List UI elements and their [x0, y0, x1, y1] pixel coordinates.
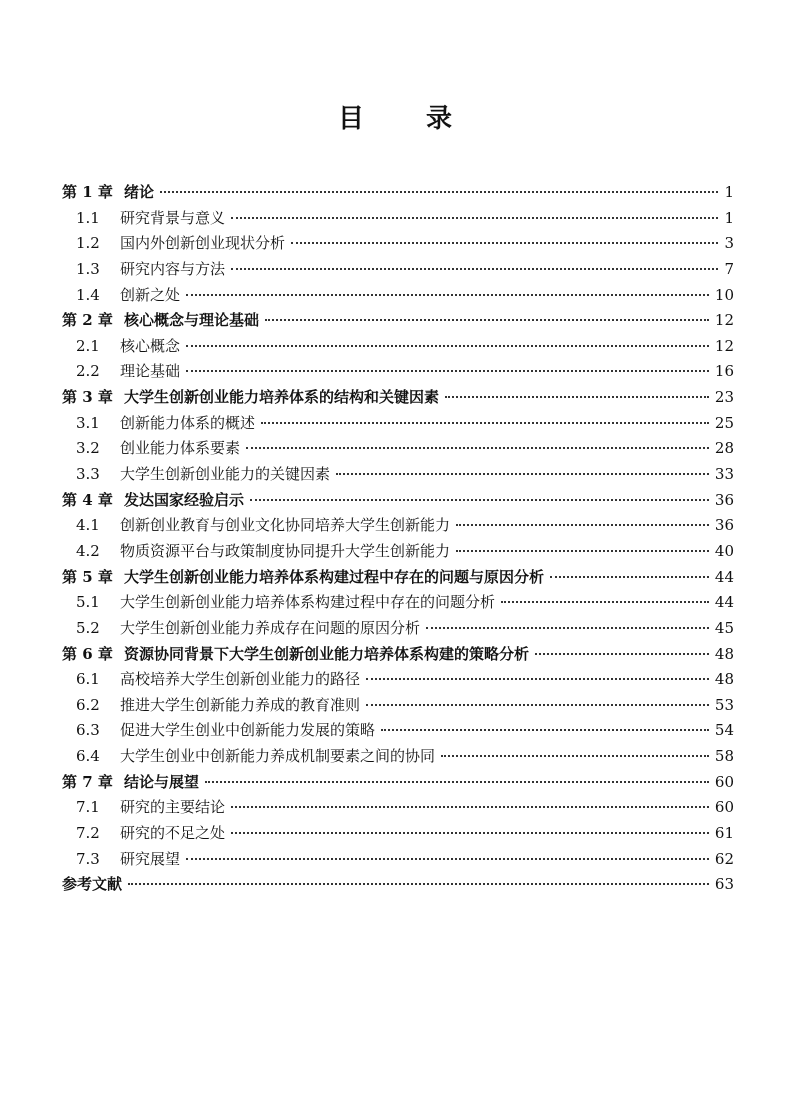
- toc-entry-title: 创新创业教育与创业文化协同培养大学生创新能力: [120, 516, 451, 535]
- dot-leader: [456, 524, 709, 526]
- toc-entry-title: 发达国家经验启示: [124, 490, 245, 509]
- dot-leader: [535, 653, 709, 655]
- title-char-1: 目: [337, 104, 364, 134]
- dot-leader: [160, 191, 718, 193]
- toc-page-number: 7: [724, 259, 734, 278]
- toc-page-number: 40: [714, 541, 734, 560]
- toc-entry-title: 资源协同背景下大学生创新创业能力培养体系构建的策略分析: [124, 644, 530, 663]
- toc-entry-number: 1.4: [76, 285, 100, 304]
- toc-entry-number: 2.2: [76, 362, 100, 381]
- toc-entry-title: 绪论: [124, 183, 155, 201]
- toc-page-number: 12: [714, 311, 734, 330]
- toc-section-entry[interactable]: [62, 206, 734, 232]
- toc-section-entry[interactable]: [62, 513, 734, 539]
- toc-page-number: 33: [714, 465, 734, 484]
- dot-leader: [231, 268, 718, 270]
- toc-entry-title: 研究背景与意义: [120, 208, 226, 227]
- dot-leader: [261, 422, 709, 424]
- toc-page-number: 3: [724, 234, 734, 253]
- toc-entry-title: 创新之处: [120, 285, 181, 304]
- toc-entry-number: 第 1 章: [62, 183, 113, 201]
- toc-page-number: 25: [714, 413, 734, 432]
- toc-entry-number: 7.1: [76, 798, 100, 817]
- toc-entry-title: 研究的主要结论: [120, 798, 226, 817]
- toc-entry-title: 理论基础: [120, 362, 181, 381]
- toc-section-entry[interactable]: [62, 616, 734, 642]
- toc-page-number: 28: [714, 439, 734, 458]
- toc-section-entry[interactable]: [62, 257, 734, 283]
- toc-chapter-entry[interactable]: [62, 308, 734, 334]
- dot-leader: [501, 601, 709, 603]
- toc-section-entry[interactable]: [62, 847, 734, 873]
- dot-leader: [336, 473, 709, 475]
- toc-entry-title: 推进大学生创新能力养成的教育准则: [120, 695, 361, 714]
- toc-chapter-entry[interactable]: [62, 770, 734, 796]
- toc-entry-number: 第 5 章: [62, 567, 113, 586]
- toc-entry-title: 核心概念: [120, 336, 181, 355]
- toc-chapter-entry[interactable]: [62, 565, 734, 591]
- toc-page-number: 63: [714, 875, 734, 894]
- toc-page-number: 61: [714, 824, 734, 843]
- toc-section-entry[interactable]: [62, 795, 734, 821]
- toc-chapter-entry[interactable]: [62, 385, 734, 411]
- toc-entry-number: 3.2: [76, 439, 100, 458]
- toc-page-number: 48: [714, 670, 734, 689]
- toc-page-number: 1: [724, 183, 734, 201]
- toc-entry-title: 创新能力体系的概述: [120, 413, 256, 432]
- toc-section-entry[interactable]: [62, 693, 734, 719]
- toc-section-entry[interactable]: [62, 462, 734, 488]
- dot-leader: [250, 499, 709, 501]
- page-title: [0, 98, 790, 135]
- dot-leader: [205, 781, 709, 783]
- toc-entry-number: 第 6 章: [62, 644, 113, 663]
- toc-page-number: 54: [714, 721, 734, 740]
- toc-entry-number: 第 2 章: [62, 311, 113, 330]
- toc-entry-title: 研究内容与方法: [120, 259, 226, 278]
- toc-page-number: 10: [714, 285, 734, 304]
- toc-section-entry[interactable]: [62, 539, 734, 565]
- toc-entry-title: 大学生创新创业能力培养体系的结构和关键因素: [124, 388, 440, 407]
- toc-page-number: 1: [724, 208, 734, 227]
- toc-entry-title: 参考文献: [62, 875, 123, 894]
- toc-entry-number: 第 4 章: [62, 490, 113, 509]
- toc-entry-title: 大学生创新创业能力培养体系构建过程中存在的问题与原因分析: [124, 567, 545, 586]
- dot-leader: [265, 319, 709, 321]
- toc-entry-number: 2.1: [76, 336, 100, 355]
- toc-page-number: 16: [714, 362, 734, 381]
- dot-leader: [186, 370, 709, 372]
- toc-page-number: 44: [714, 593, 734, 612]
- dot-leader: [366, 678, 709, 680]
- toc-page-number: 53: [714, 695, 734, 714]
- toc-section-entry[interactable]: [62, 821, 734, 847]
- toc-entry-number: 3.1: [76, 413, 100, 432]
- toc-section-entry[interactable]: [62, 667, 734, 693]
- toc-entry-title: 促进大学生创业中创新能力发展的策略: [120, 721, 376, 740]
- toc-entry-title: 大学生创新创业能力养成存在问题的原因分析: [120, 618, 421, 637]
- toc-entry-title: 大学生创新创业能力培养体系构建过程中存在的问题分析: [120, 593, 496, 612]
- toc-page-number: 60: [714, 798, 734, 817]
- toc-chapter-entry[interactable]: [62, 180, 734, 206]
- toc-entry-number: 6.3: [76, 721, 100, 740]
- dot-leader: [246, 447, 709, 449]
- toc-entry-number: 5.1: [76, 593, 100, 612]
- dot-leader: [231, 217, 718, 219]
- toc-entry-title: 研究的不足之处: [120, 824, 226, 843]
- dot-leader: [231, 806, 709, 808]
- toc-section-entry[interactable]: [62, 231, 734, 257]
- toc-entry-number: 7.3: [76, 849, 100, 868]
- toc-entry-title: 国内外创新创业现状分析: [120, 234, 286, 253]
- toc-page-number: 62: [714, 849, 734, 868]
- dot-leader: [186, 858, 709, 860]
- toc-section-entry[interactable]: [62, 359, 734, 385]
- dot-leader: [186, 345, 709, 347]
- dot-leader: [291, 242, 718, 244]
- toc-chapter-entry[interactable]: [62, 642, 734, 668]
- dot-leader: [426, 627, 709, 629]
- dot-leader: [441, 755, 709, 757]
- toc-entry-number: 3.3: [76, 465, 100, 484]
- dot-leader: [381, 729, 709, 731]
- toc-entry-number: 6.2: [76, 695, 100, 714]
- toc-chapter-entry[interactable]: [62, 488, 734, 514]
- toc-entry-number: 6.4: [76, 747, 100, 766]
- toc-entry-number: 第 7 章: [62, 772, 113, 791]
- toc-entry-title: 研究展望: [120, 849, 181, 868]
- dot-leader: [231, 832, 709, 834]
- toc-section-entry[interactable]: [62, 436, 734, 462]
- toc-entry-title: 创业能力体系要素: [120, 439, 241, 458]
- title-char-2: 录: [426, 104, 453, 134]
- toc-page-number: 58: [714, 747, 734, 766]
- toc-page-number: 60: [714, 772, 734, 791]
- toc-section-entry[interactable]: [62, 334, 734, 360]
- toc-entry-number: 5.2: [76, 618, 100, 637]
- toc-entry-number: 4.1: [76, 516, 100, 535]
- toc-page-number: 12: [714, 336, 734, 355]
- dot-leader: [445, 396, 709, 398]
- toc-entry-title: 高校培养大学生创新创业能力的路径: [120, 670, 361, 689]
- toc-entry-number: 6.1: [76, 670, 100, 689]
- toc-entry-number: 7.2: [76, 824, 100, 843]
- toc-entry-title: 大学生创新创业能力的关键因素: [120, 465, 331, 484]
- toc-page-number: 36: [714, 516, 734, 535]
- toc-chapter-entry[interactable]: [62, 872, 734, 898]
- dot-leader: [550, 576, 709, 578]
- dot-leader: [456, 550, 709, 552]
- toc-section-entry[interactable]: [62, 718, 734, 744]
- table-of-contents: [62, 180, 734, 898]
- toc-page-number: 44: [714, 567, 734, 586]
- dot-leader: [366, 704, 709, 706]
- toc-page-number: 48: [714, 644, 734, 663]
- toc-section-entry[interactable]: [62, 744, 734, 770]
- toc-entry-number: 1.2: [76, 234, 100, 253]
- toc-entry-title: 物质资源平台与政策制度协同提升大学生创新能力: [120, 541, 451, 560]
- toc-page-number: 45: [714, 618, 734, 637]
- toc-entry-title: 结论与展望: [124, 772, 200, 791]
- toc-entry-title: 核心概念与理论基础: [124, 311, 260, 330]
- toc-entry-number: 第 3 章: [62, 388, 113, 407]
- toc-entry-number: 1.1: [76, 208, 100, 227]
- toc-section-entry[interactable]: [62, 283, 734, 309]
- toc-section-entry[interactable]: [62, 590, 734, 616]
- toc-entry-title: 大学生创业中创新能力养成机制要素之间的协同: [120, 747, 436, 766]
- toc-entry-number: 1.3: [76, 259, 100, 278]
- toc-entry-number: 4.2: [76, 541, 100, 560]
- toc-page-number: 23: [714, 388, 734, 407]
- dot-leader: [128, 883, 709, 885]
- toc-page-number: 36: [714, 490, 734, 509]
- dot-leader: [186, 294, 709, 296]
- toc-section-entry[interactable]: [62, 411, 734, 437]
